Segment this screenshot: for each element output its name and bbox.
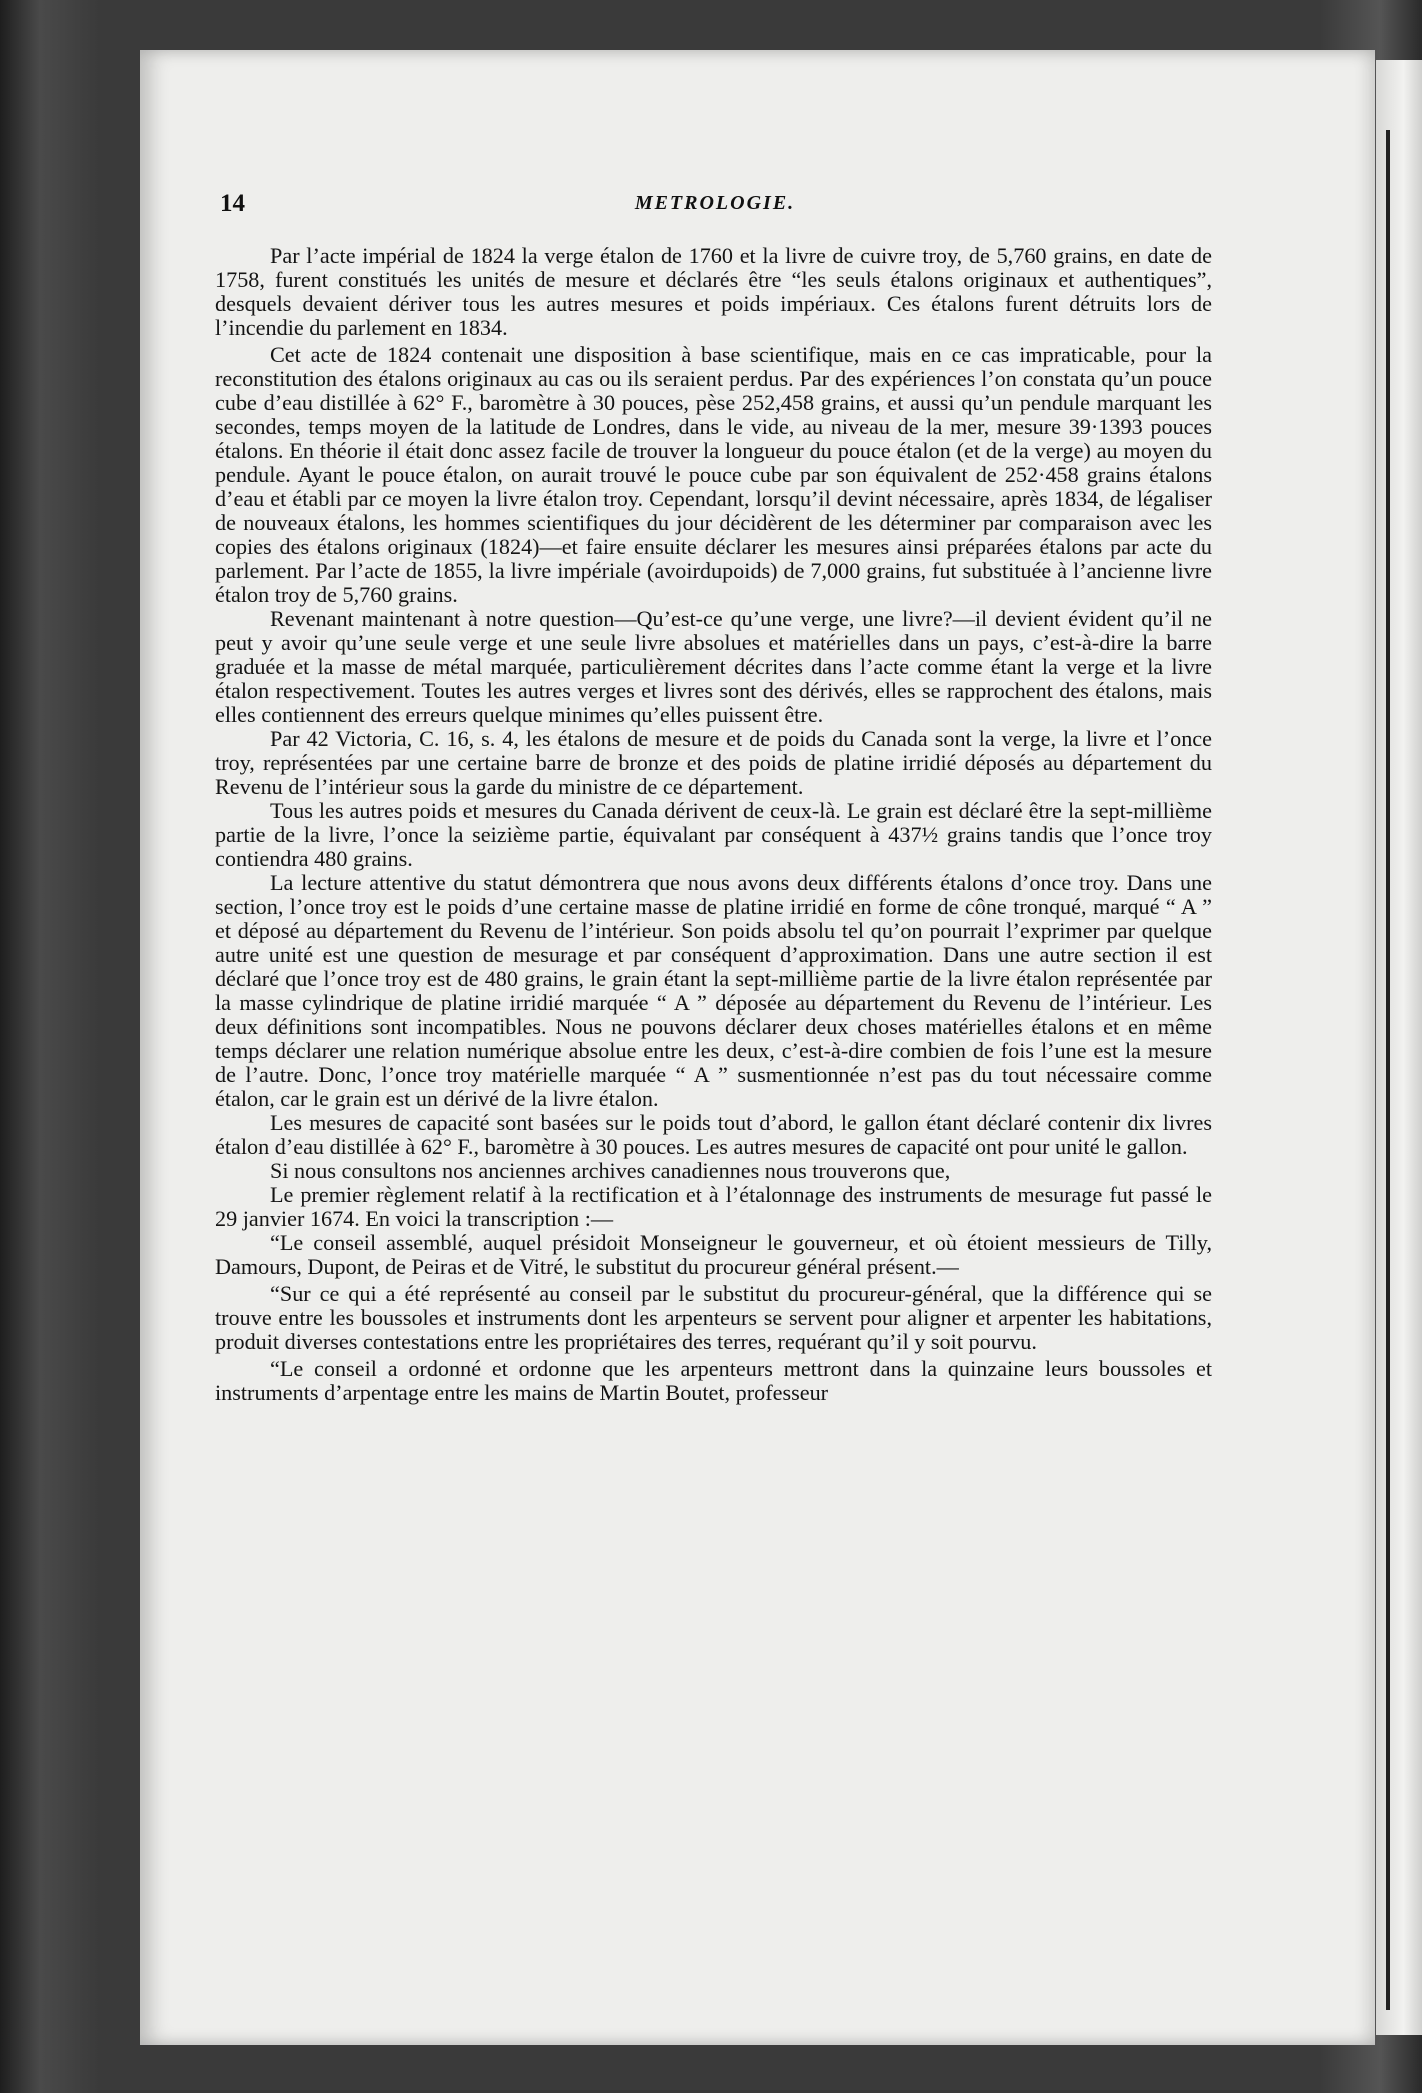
body-text	[215, 244, 1212, 1405]
quoted-paragraph: “Le conseil a ordonné et ordonne que les arpenteurs mettront dans la quinzaine leurs boussoles et instruments d’arpentage entre les mains de Martin Boutet, professeur	[215, 1356, 1212, 1405]
paragraph: Par 42 Victoria, C. 16, s. 4, les étalons de mesure et de poids du Canada sont la verge, la livre et l’once troy, représentées par une certaine barre de bronze et des poids de platine irridié déposés au département du Revenu de l’intérieur sous la garde du ministre de ce département.	[215, 726, 1212, 799]
paragraph: Tous les autres poids et mesures du Canada dérivent de ceux-là. Le grain est déclaré être la sept-millième partie de la livre, l’once la seizième partie, équivalant par conséquent à 437½ grains tandis que l’once troy contiendra 480 grains.	[215, 798, 1212, 871]
paragraph: La lecture attentive du statut démontrera que nous avons deux différents étalons d’once troy. Dans une section, l’once troy est le poids d’une certaine masse de platine irridié en forme de cône tronqué, marqué “ A ” et déposé au département du Revenu de l’intérieur. Son poids absolu tel qu’on pourrait l’exprimer par quelque autre unité est une question de mesurage et par conséquent d’approximation. Dans une autre section il est déclaré que l’once troy est de 480 grains, le grain étant la sept-millième partie de la livre étalon représentée par la masse cylindrique de platine irridié marquée “ A ” déposée au département du Revenu de l’intérieur. Les deux définitions sont incompatibles. Nous ne pouvons déclarer deux choses matérielles étalons et en même temps déclarer une relation numérique absolue entre les deux, c’est-à-dire combien de fois l’une est la mesure de l’autre. Donc, l’once troy matérielle marquée “ A ” susmentionnée n’est pas du tout nécessaire comme étalon, car le grain est un dérivé de la livre étalon.	[215, 870, 1212, 1111]
paragraph: Revenant maintenant à notre question—Qu’est-ce qu’une verge, une livre?—il devient évident qu’il ne peut y avoir qu’une seule verge et une seule livre absolues et matérielles dans un pays, c’est-à-dire la barre graduée et la masse de métal marquée, particulièrement décrites dans l’acte comme étant la verge et la livre étalon respectivement. Toutes les autres verges et livres sont des dérivés, elles se rapprochent des étalons, mais elles contiennent des erreurs quelque minimes qu’elles puissent être.	[215, 606, 1212, 727]
paragraph: Le premier règlement relatif à la rectification et à l’étalonnage des instruments de mesurage fut passé le 29 janvier 1674. En voici la transcription :—	[215, 1182, 1212, 1231]
quoted-paragraph: “Sur ce qui a été représenté au conseil par le substitut du procureur-général, que la différence qui se trouve entre les boussoles et instruments dont les arpenteurs se servent pour aligner et arpenter les habitations, produit diverses contestations entre les propriétaires des terres, requérant qu’il y soit pourvu.	[215, 1281, 1212, 1354]
running-title: METROLOGIE.	[634, 192, 796, 214]
paragraph: Cet acte de 1824 contenait une disposition à base scientifique, mais en ce cas impraticable, pour la reconstitution des étalons originaux au cas ou ils seraient perdus. Par des expériences l’on constata qu’un pouce cube d’eau distillée à 62° F., baromètre à 30 pouces, pèse 252,458 grains, et aussi qu’un pendule marquant les secondes, temps moyen de la latitude de Londres, dans le vide, au niveau de la mer, mesure 39·1393 pouces étalons. En théorie il était donc assez facile de trouver la longueur du pouce étalon (et de la verge) au moyen du pendule. Ayant le pouce étalon, on aurait trouvé le pouce cube par son équivalent de 252·458 grains étalons d’eau et établi par ce moyen la livre étalon troy. Cependant, lorsqu’il devint nécessaire, après 1834, de légaliser de nouveaux étalons, les hommes scientifiques du jour décidèrent de les déterminer par comparaison avec les copies des étalons originaux (1824)—et faire ensuite déclarer les mesures ainsi préparées étalons par acte du parlement. Par l’acte de 1855, la livre impériale (avoirdupoids) de 7,000 grains, fut substituée à l’ancienne livre étalon troy de 5,760 grains.	[215, 342, 1212, 607]
facing-page-edge	[1376, 60, 1422, 2035]
quoted-paragraph: “Le conseil assemblé, auquel présidoit Monseigneur le gouverneur, et où étoient messieurs de Tilly, Damours, Dupont, de Peiras et de Vitré, le substitut du procureur général présent.—	[215, 1230, 1212, 1279]
paragraph: Si nous consultons nos anciennes archives canadiennes nous trouverons que,	[270, 1158, 951, 1183]
page-number: 14	[220, 190, 245, 217]
page-header	[220, 190, 1210, 226]
paragraph: Par l’acte impérial de 1824 la verge étalon de 1760 et la livre de cuivre troy, de 5,760 grains, en date de 1758, furent constitués les unités de mesure et déclarés être “les seuls étalons originaux et authentiques”, desquels devaient dériver tous les autres mesures et poids impériaux. Ces étalons furent détruits lors de l’incendie du parlement en 1834.	[215, 243, 1212, 340]
paragraph: Les mesures de capacité sont basées sur le poids tout d’abord, le gallon étant déclaré contenir dix livres étalon d’eau distillée à 62° F., baromètre à 30 pouces. Les autres mesures de capacité ont pour unité le gallon.	[215, 1110, 1212, 1159]
